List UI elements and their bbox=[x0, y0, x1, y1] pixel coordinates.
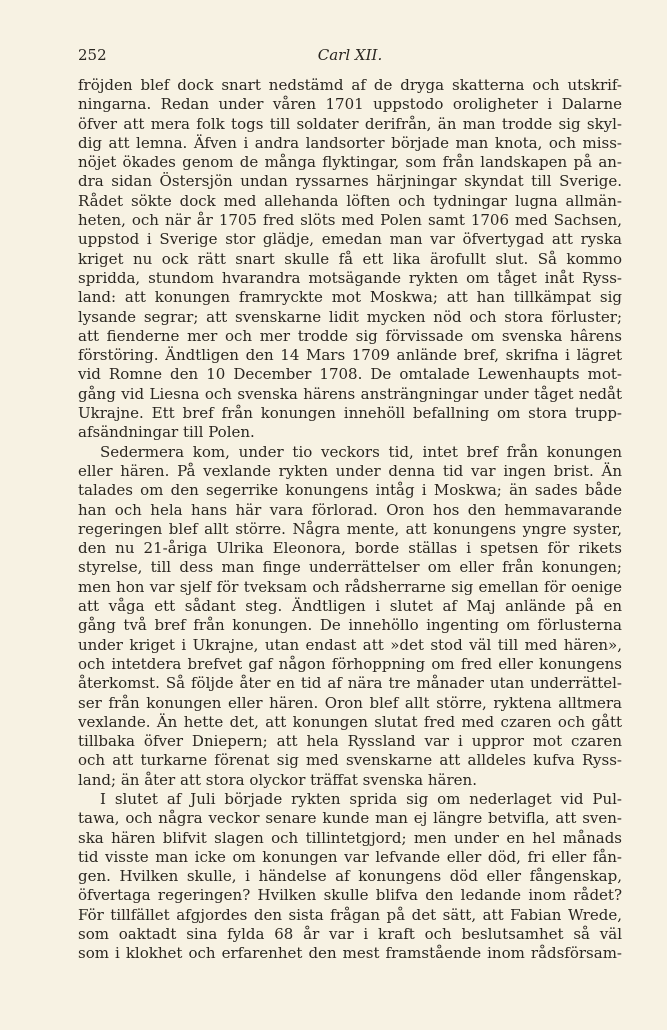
text-line: som i klokhet och erfarenhet den mest framstående inom rådsförsam- bbox=[78, 944, 622, 963]
page-number: 252 bbox=[78, 46, 107, 64]
text-line: och intetdera brefvet gaf någon förhoppning om fred eller konungens bbox=[78, 654, 622, 673]
text-line: gång två bref från konungen. De innehöllo ingenting om förlusterna bbox=[78, 616, 622, 635]
text-line: han och hela hans här vara förlorad. Oron hos den hemmavarande bbox=[78, 500, 622, 519]
text-line: I slutet af Juli började rykten sprida sig om nederlaget vid Pul- bbox=[100, 789, 622, 808]
text-line: att fienderne mer och mer trodde sig förvissade om svenska hârens bbox=[78, 326, 622, 345]
text-line: ser från konungen eller hären. Oron blef allt större, ryktena alltmera bbox=[78, 693, 622, 712]
text-line: dra sidan Östersjön undan ryssarnes härjningar skyndat till Sverige. bbox=[78, 172, 622, 191]
text-line: återkomst. Så följde åter en tid af nära tre månader utan underrättel- bbox=[78, 674, 622, 693]
text-line: den nu 21-åriga Ulrika Eleonora, borde ställas i spetsen för rikets bbox=[78, 539, 622, 558]
text-line: talades om den segerrike konungens intåg i Moskwa; än sades både bbox=[78, 481, 622, 500]
text-line: tawa, och några veckor senare kunde man ej längre betvifla, att sven- bbox=[78, 809, 622, 828]
text-line: fröjden blef dock snart nedstämd af de dryga skatterna och utskrif- bbox=[78, 76, 622, 94]
text-line: kriget nu ock rätt snart skulle få ett lika ärofullt slut. Så kommo bbox=[78, 249, 622, 268]
text-line: förstöring. Ändtligen den 14 Mars 1709 anlände bref, skrifna i lägret bbox=[78, 346, 622, 365]
text-line: regeringen blef allt större. Några mente, att konungens yngre syster, bbox=[78, 519, 622, 538]
text-line: öfver att mera folk togs till soldater derifrån, än man trodde sig skyl- bbox=[78, 114, 622, 133]
text-line: och att turkarne förenat sig med svenskarne att alldeles kufva Ryss- bbox=[78, 751, 622, 770]
text-line: För tillfället afgjordes den sista frågan på det sätt, att Fabian Wrede, bbox=[78, 905, 622, 924]
text-line: uppstod i Sverige stor glädje, emedan man var öfvertygad att ryska bbox=[78, 230, 622, 249]
text-line: dig att lemna. Äfven i andra landsorter började man knota, och miss- bbox=[78, 133, 622, 152]
text-line: Ukrajne. Ett bref från konungen innehöll befallning om stora trupp- bbox=[78, 404, 622, 423]
text-line: gång vid Liesna och svenska härens ansträngningar under tåget nedåt bbox=[78, 384, 622, 403]
text-line: öfvertaga regeringen? Hvilken skulle blifva den ledande inom rådet? bbox=[78, 886, 622, 905]
text-line: nöjet ökades genom de många flyktingar, som från landskapen på an- bbox=[78, 153, 622, 172]
text-line: under kriget i Ukrajne, utan endast att »det stod väl till med hären», bbox=[78, 635, 622, 654]
text-line: spridda, stundom hvarandra motsägande rykten om tåget inåt Ryss- bbox=[78, 268, 622, 287]
text-line: lysande segrar; att svenskarne lidit mycken nöd och stora förluster; bbox=[78, 307, 622, 326]
text-line: styrelse, till dess man finge underrättelser om eller från konungen; bbox=[78, 558, 622, 577]
text-line: att våga ett sådant steg. Ändtligen i slutet af Maj anlände på en bbox=[78, 597, 622, 616]
text-line: eller hären. På vexlande rykten under denna tid var ingen brist. Än bbox=[78, 461, 622, 480]
text-line: Rådet sökte dock med allehanda löften och tydningar lugna allmän- bbox=[78, 191, 622, 210]
text-line: vexlande. Än hette det, att konungen slutat fred med czaren och gått bbox=[78, 712, 622, 731]
running-title: Carl XII. bbox=[317, 46, 383, 64]
text-line: heten, och när år 1705 fred slöts med Polen samt 1706 med Sachsen, bbox=[78, 211, 622, 230]
text-line: land; än åter att stora olyckor träffat svenska hären. bbox=[78, 770, 477, 789]
text-line: Sedermera kom, under tio veckors tid, intet bref från konungen bbox=[100, 442, 622, 461]
text-line: gen. Hvilken skulle, i händelse af konungens död eller fångenskap, bbox=[78, 867, 622, 886]
text-line: ska hären blifvit slagen och tillintetgjord; men under en hel månads bbox=[78, 828, 622, 847]
text-line: som oaktadt sina fylda 68 år var i kraft och beslutsamhet så väl bbox=[78, 925, 622, 944]
text-line: men hon var sjelf för tveksam och rådsherrarne sig emellan för oenige bbox=[78, 577, 622, 596]
text-line: vid Romne den 10 December 1708. De omtalade Lewenhaupts mot- bbox=[78, 365, 622, 384]
text-line: afsändningar till Polen. bbox=[78, 423, 255, 442]
text-line: ningarna. Redan under våren 1701 uppstodo oroligheter i Dalarne bbox=[78, 95, 622, 114]
text-line: tid visste man icke om konungen var lefvande eller död, fri eller fån- bbox=[78, 847, 622, 866]
page-header bbox=[78, 46, 622, 66]
text-line: tillbaka öfver Dniepern; att hela Ryssland var i uppror mot czaren bbox=[78, 732, 622, 751]
body-text bbox=[78, 76, 622, 964]
text-line: land: att konungen framryckte mot Moskwa; att han tillkämpat sig bbox=[78, 288, 622, 307]
